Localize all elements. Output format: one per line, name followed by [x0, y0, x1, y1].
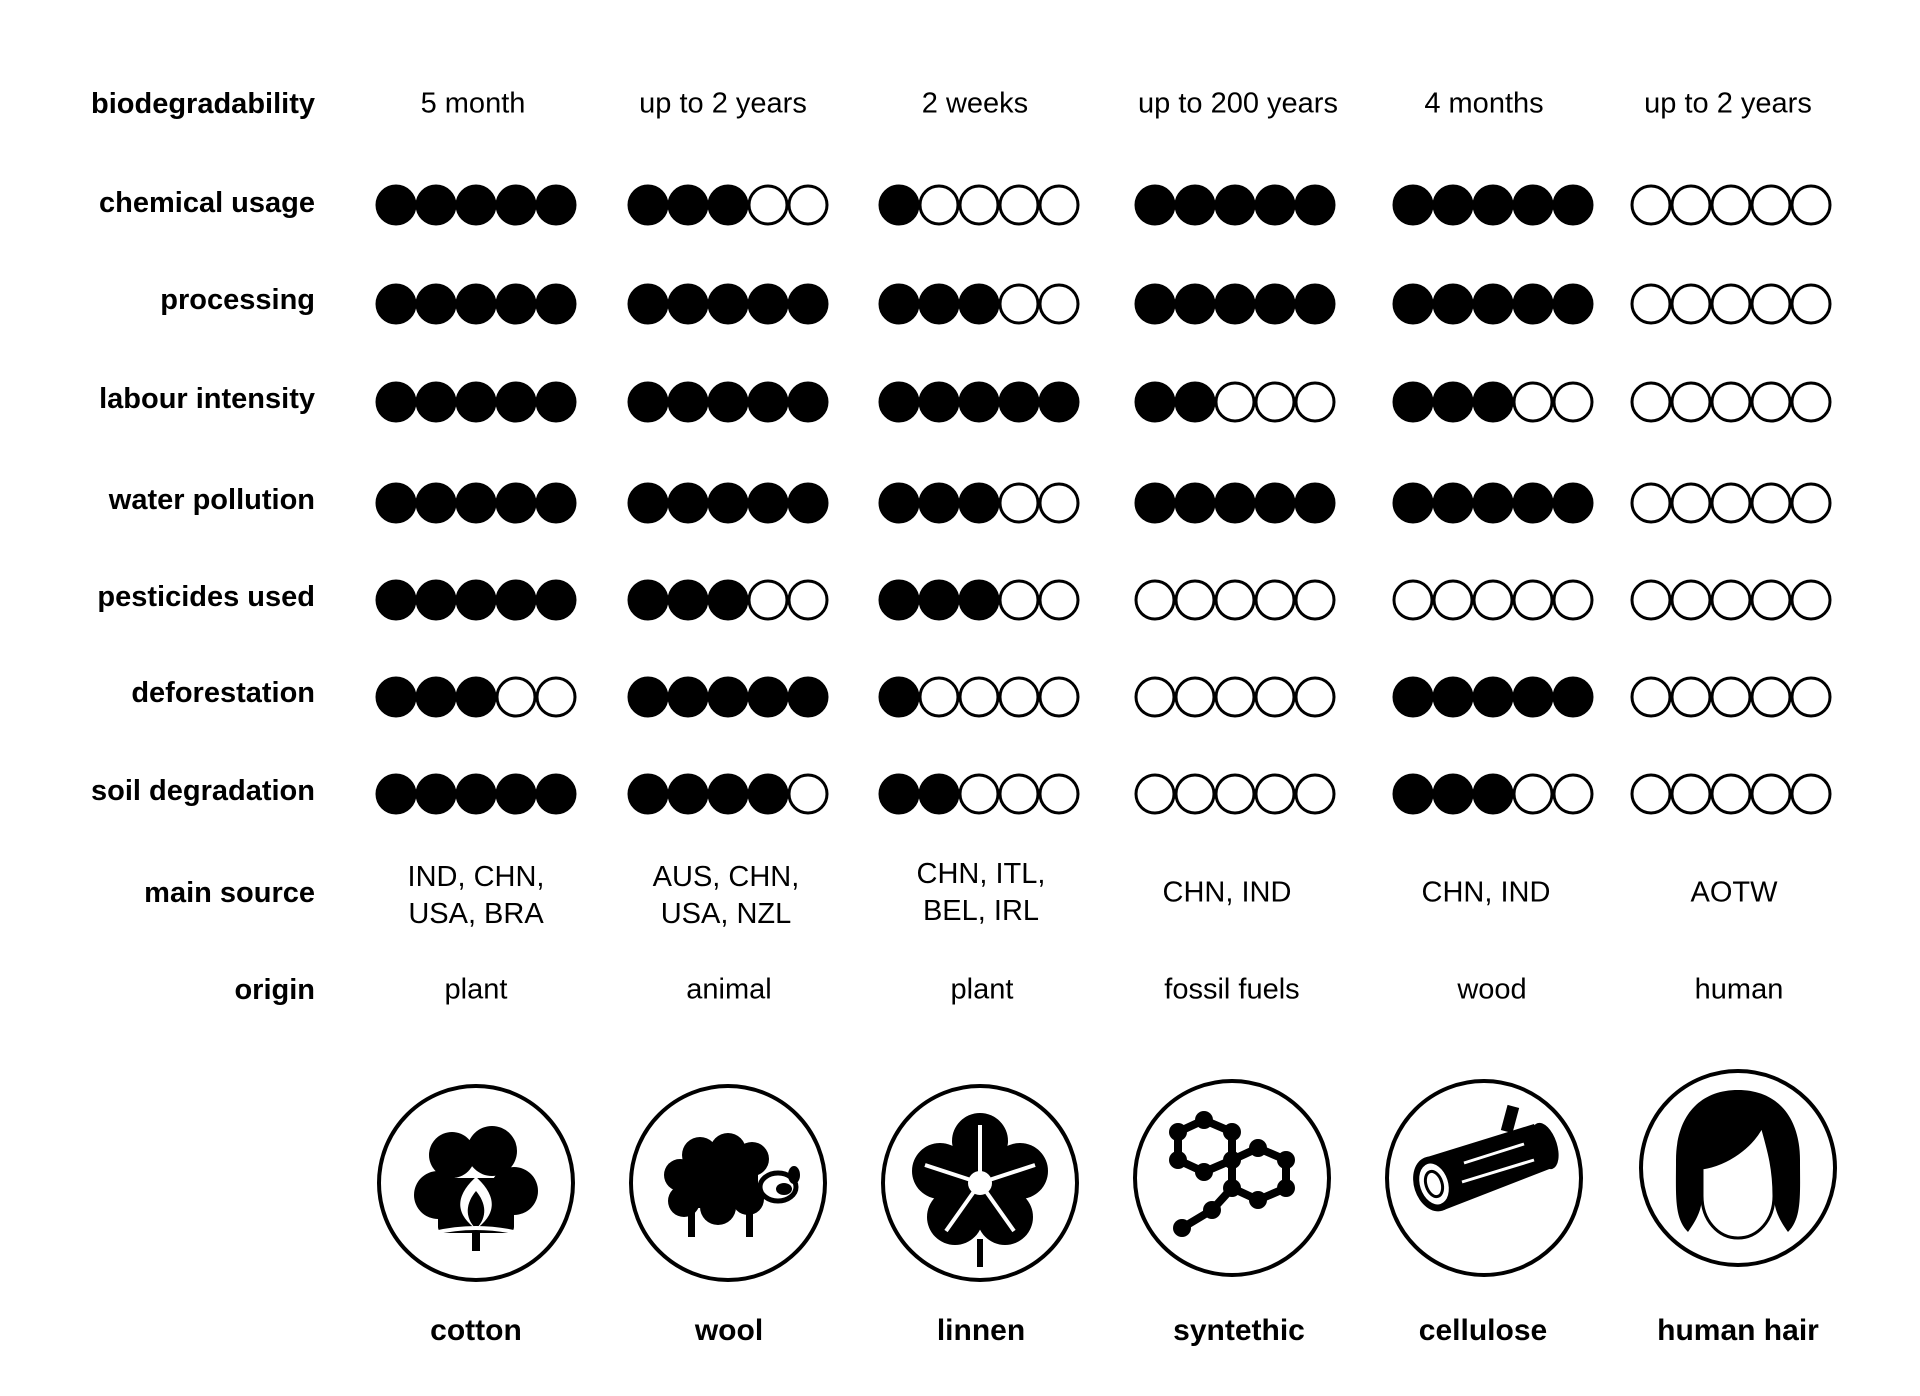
filled-rating-dot: [1394, 186, 1432, 224]
filled-rating-dot: [960, 383, 998, 421]
filled-rating-dot: [1474, 678, 1512, 716]
filled-rating-dot: [1136, 383, 1174, 421]
filled-rating-dot: [1394, 678, 1432, 716]
filled-rating-dot: [1514, 678, 1552, 716]
filled-rating-dot: [629, 186, 667, 224]
empty-rating-dot: [1514, 581, 1552, 619]
empty-rating-dot: [1216, 775, 1254, 813]
empty-rating-dot: [1296, 383, 1334, 421]
empty-rating-dot: [1554, 581, 1592, 619]
origin-value: plant: [950, 973, 1014, 1006]
filled-rating-dot: [1216, 186, 1254, 224]
empty-rating-dot: [1632, 678, 1670, 716]
empty-rating-dot: [1792, 678, 1830, 716]
empty-rating-dot: [1434, 581, 1472, 619]
empty-rating-dot: [1296, 678, 1334, 716]
filled-rating-dot: [629, 484, 667, 522]
biodegradability-value: 2 weeks: [921, 87, 1029, 120]
filled-rating-dot: [749, 484, 787, 522]
empty-rating-dot: [1136, 775, 1174, 813]
filled-rating-dot: [1216, 285, 1254, 323]
material-name-linnen: linnen: [936, 1314, 1026, 1347]
filled-rating-dot: [1514, 285, 1552, 323]
filled-rating-dot: [1554, 484, 1592, 522]
empty-rating-dot: [1256, 383, 1294, 421]
filled-rating-dot: [1136, 285, 1174, 323]
empty-rating-dot: [1176, 678, 1214, 716]
filled-rating-dot: [457, 186, 495, 224]
row-label-pesticides-used: pesticides used: [97, 581, 315, 613]
main-source-value: [606, 859, 846, 933]
empty-rating-dot: [537, 678, 575, 716]
filled-rating-dot: [1256, 285, 1294, 323]
empty-rating-dot: [1792, 484, 1830, 522]
empty-rating-dot: [1394, 581, 1432, 619]
filled-rating-dot: [1256, 484, 1294, 522]
empty-rating-dot: [789, 775, 827, 813]
filled-rating-dot: [880, 484, 918, 522]
filled-rating-dot: [417, 581, 455, 619]
empty-rating-dot: [1672, 186, 1710, 224]
filled-rating-dot: [1394, 383, 1432, 421]
empty-rating-dot: [1712, 186, 1750, 224]
filled-rating-dot: [1136, 484, 1174, 522]
filled-rating-dot: [789, 484, 827, 522]
cotton-icon: [376, 1083, 576, 1283]
filled-rating-dot: [880, 186, 918, 224]
empty-rating-dot: [960, 678, 998, 716]
biodegradability-value: 5 month: [420, 87, 526, 120]
filled-rating-dot: [377, 484, 415, 522]
main-source-value: [861, 856, 1101, 930]
filled-rating-dot: [920, 383, 958, 421]
empty-rating-dot: [1474, 581, 1512, 619]
filled-rating-dot: [537, 383, 575, 421]
filled-rating-dot: [1474, 186, 1512, 224]
filled-rating-dot: [1296, 484, 1334, 522]
filled-rating-dot: [880, 581, 918, 619]
material-name-cotton: cotton: [430, 1314, 522, 1347]
filled-rating-dot: [920, 285, 958, 323]
empty-rating-dot: [1000, 285, 1038, 323]
filled-rating-dot: [749, 383, 787, 421]
filled-rating-dot: [1434, 484, 1472, 522]
filled-rating-dot: [749, 678, 787, 716]
empty-rating-dot: [789, 581, 827, 619]
row-label-biodegradability: biodegradability: [91, 88, 315, 120]
filled-rating-dot: [709, 484, 747, 522]
sheep-icon: [628, 1083, 828, 1283]
filled-rating-dot: [377, 285, 415, 323]
filled-rating-dot: [457, 775, 495, 813]
filled-rating-dot: [920, 581, 958, 619]
filled-rating-dot: [1514, 484, 1552, 522]
empty-rating-dot: [497, 678, 535, 716]
filled-rating-dot: [789, 678, 827, 716]
filled-rating-dot: [1216, 484, 1254, 522]
filled-rating-dot: [1554, 678, 1592, 716]
empty-rating-dot: [1752, 678, 1790, 716]
filled-rating-dot: [669, 581, 707, 619]
filled-rating-dot: [417, 383, 455, 421]
empty-rating-dot: [1176, 775, 1214, 813]
filled-rating-dot: [537, 285, 575, 323]
human-hair-icon: [1638, 1068, 1838, 1268]
biodegradability-value: up to 200 years: [1138, 87, 1338, 120]
main-source-value: [1366, 875, 1606, 912]
log-icon: [1384, 1078, 1584, 1278]
empty-rating-dot: [1632, 186, 1670, 224]
filled-rating-dot: [880, 285, 918, 323]
filled-rating-dot: [709, 383, 747, 421]
row-label-processing: processing: [160, 284, 315, 316]
origin-value: animal: [686, 973, 772, 1006]
filled-rating-dot: [920, 775, 958, 813]
empty-rating-dot: [1256, 678, 1294, 716]
empty-rating-dot: [1000, 775, 1038, 813]
filled-rating-dot: [1176, 484, 1214, 522]
empty-rating-dot: [1792, 186, 1830, 224]
main-source-line: AUS, CHN,: [652, 861, 800, 893]
empty-rating-dot: [1632, 383, 1670, 421]
filled-rating-dot: [497, 285, 535, 323]
empty-rating-dot: [1712, 285, 1750, 323]
empty-rating-dot: [1632, 581, 1670, 619]
empty-rating-dot: [960, 186, 998, 224]
empty-rating-dot: [1514, 775, 1552, 813]
filled-rating-dot: [880, 383, 918, 421]
empty-rating-dot: [789, 186, 827, 224]
empty-rating-dot: [1040, 285, 1078, 323]
filled-rating-dot: [669, 484, 707, 522]
empty-rating-dot: [1712, 678, 1750, 716]
biodegradability-value: 4 months: [1424, 87, 1544, 120]
empty-rating-dot: [1176, 581, 1214, 619]
empty-rating-dot: [1752, 775, 1790, 813]
filled-rating-dot: [1474, 484, 1512, 522]
empty-rating-dot: [1672, 581, 1710, 619]
empty-rating-dot: [1752, 581, 1790, 619]
biodegradability-value: up to 2 years: [639, 87, 807, 120]
empty-rating-dot: [1000, 186, 1038, 224]
empty-rating-dot: [1554, 775, 1592, 813]
filled-rating-dot: [1434, 186, 1472, 224]
empty-rating-dot: [1752, 285, 1790, 323]
empty-rating-dot: [1000, 678, 1038, 716]
filled-rating-dot: [669, 186, 707, 224]
filled-rating-dot: [709, 186, 747, 224]
origin-value: plant: [444, 973, 508, 1006]
empty-rating-dot: [1792, 285, 1830, 323]
filled-rating-dot: [709, 581, 747, 619]
filled-rating-dot: [1176, 186, 1214, 224]
filled-rating-dot: [920, 484, 958, 522]
empty-rating-dot: [1712, 775, 1750, 813]
filled-rating-dot: [417, 285, 455, 323]
filled-rating-dot: [709, 775, 747, 813]
main-source-line: CHN, IND: [1162, 876, 1292, 909]
filled-rating-dot: [377, 186, 415, 224]
filled-rating-dot: [497, 775, 535, 813]
origin-value: wood: [1457, 973, 1527, 1006]
material-name-cellulose: cellulose: [1418, 1314, 1548, 1347]
filled-rating-dot: [1434, 775, 1472, 813]
empty-rating-dot: [1792, 581, 1830, 619]
filled-rating-dot: [1554, 285, 1592, 323]
molecule-icon: [1132, 1078, 1332, 1278]
filled-rating-dot: [1554, 186, 1592, 224]
filled-rating-dot: [629, 581, 667, 619]
filled-rating-dot: [497, 581, 535, 619]
main-source-line: AOTW: [1690, 876, 1778, 909]
filled-rating-dot: [417, 484, 455, 522]
filled-rating-dot: [1176, 285, 1214, 323]
filled-rating-dot: [1176, 383, 1214, 421]
empty-rating-dot: [1672, 775, 1710, 813]
empty-rating-dot: [1256, 581, 1294, 619]
filled-rating-dot: [1256, 186, 1294, 224]
empty-rating-dot: [1000, 484, 1038, 522]
filled-rating-dot: [880, 678, 918, 716]
main-source-line: CHN, IND: [1421, 876, 1551, 909]
filled-rating-dot: [629, 383, 667, 421]
empty-rating-dot: [1672, 484, 1710, 522]
row-label-water-pollution: water pollution: [108, 484, 315, 516]
filled-rating-dot: [417, 678, 455, 716]
material-name-human-hair: human hair: [1657, 1314, 1819, 1347]
empty-rating-dot: [1040, 581, 1078, 619]
empty-rating-dot: [1792, 775, 1830, 813]
filled-rating-dot: [497, 484, 535, 522]
empty-rating-dot: [1136, 581, 1174, 619]
origin-value: fossil fuels: [1164, 973, 1300, 1006]
filled-rating-dot: [1394, 285, 1432, 323]
filled-rating-dot: [537, 775, 575, 813]
empty-rating-dot: [1632, 285, 1670, 323]
filled-rating-dot: [457, 383, 495, 421]
material-name-wool: wool: [694, 1314, 764, 1347]
empty-rating-dot: [1554, 383, 1592, 421]
filled-rating-dot: [1514, 186, 1552, 224]
empty-rating-dot: [1672, 383, 1710, 421]
filled-rating-dot: [537, 484, 575, 522]
empty-rating-dot: [960, 775, 998, 813]
main-source-line: USA, NZL: [660, 898, 792, 930]
filled-rating-dot: [960, 484, 998, 522]
filled-rating-dot: [960, 581, 998, 619]
empty-rating-dot: [1792, 383, 1830, 421]
main-source-line: USA, BRA: [408, 898, 544, 930]
filled-rating-dot: [537, 581, 575, 619]
empty-rating-dot: [1256, 775, 1294, 813]
filled-rating-dot: [417, 186, 455, 224]
filled-rating-dot: [789, 285, 827, 323]
empty-rating-dot: [1672, 678, 1710, 716]
empty-rating-dot: [1514, 383, 1552, 421]
empty-rating-dot: [1136, 678, 1174, 716]
filled-rating-dot: [629, 678, 667, 716]
filled-rating-dot: [1434, 285, 1472, 323]
filled-rating-dot: [709, 678, 747, 716]
empty-rating-dot: [920, 186, 958, 224]
filled-rating-dot: [669, 678, 707, 716]
filled-rating-dot: [749, 775, 787, 813]
filled-rating-dot: [709, 285, 747, 323]
filled-rating-dot: [629, 775, 667, 813]
empty-rating-dot: [1040, 186, 1078, 224]
row-label-soil-degradation: soil degradation: [91, 775, 315, 807]
filled-rating-dot: [1474, 383, 1512, 421]
empty-rating-dot: [1712, 383, 1750, 421]
row-label-labour-intensity: labour intensity: [99, 383, 315, 415]
main-source-value: [356, 859, 596, 933]
material-name-syntethic: syntethic: [1173, 1314, 1305, 1347]
empty-rating-dot: [1000, 581, 1038, 619]
filled-rating-dot: [377, 383, 415, 421]
empty-rating-dot: [1712, 581, 1750, 619]
main-source-line: CHN, ITL,: [916, 858, 1046, 890]
filled-rating-dot: [1434, 678, 1472, 716]
empty-rating-dot: [1632, 484, 1670, 522]
filled-rating-dot: [669, 775, 707, 813]
filled-rating-dot: [457, 285, 495, 323]
empty-rating-dot: [1216, 383, 1254, 421]
filled-rating-dot: [377, 775, 415, 813]
filled-rating-dot: [497, 383, 535, 421]
filled-rating-dot: [1474, 775, 1512, 813]
filled-rating-dot: [1296, 285, 1334, 323]
filled-rating-dot: [629, 285, 667, 323]
filled-rating-dot: [669, 285, 707, 323]
row-label-deforestation: deforestation: [131, 677, 315, 709]
empty-rating-dot: [1296, 775, 1334, 813]
filled-rating-dot: [457, 581, 495, 619]
empty-rating-dot: [1040, 775, 1078, 813]
filled-rating-dot: [789, 383, 827, 421]
filled-rating-dot: [497, 186, 535, 224]
filled-rating-dot: [457, 484, 495, 522]
empty-rating-dot: [1632, 775, 1670, 813]
main-source-line: IND, CHN,: [407, 861, 545, 893]
filled-rating-dot: [1394, 484, 1432, 522]
empty-rating-dot: [920, 678, 958, 716]
main-source-line: BEL, IRL: [922, 895, 1040, 927]
filled-rating-dot: [669, 383, 707, 421]
filled-rating-dot: [377, 581, 415, 619]
empty-rating-dot: [1752, 383, 1790, 421]
origin-value: human: [1694, 973, 1784, 1006]
filled-rating-dot: [1434, 383, 1472, 421]
main-source-value: [1614, 875, 1854, 912]
filled-rating-dot: [880, 775, 918, 813]
main-source-value: [1107, 875, 1347, 912]
filled-rating-dot: [1136, 186, 1174, 224]
filled-rating-dot: [960, 285, 998, 323]
filled-rating-dot: [377, 678, 415, 716]
empty-rating-dot: [749, 581, 787, 619]
empty-rating-dot: [1216, 581, 1254, 619]
empty-rating-dot: [1712, 484, 1750, 522]
empty-rating-dot: [1296, 581, 1334, 619]
filled-rating-dot: [537, 186, 575, 224]
filled-rating-dot: [1474, 285, 1512, 323]
filled-rating-dot: [457, 678, 495, 716]
filled-rating-dot: [749, 285, 787, 323]
empty-rating-dot: [1216, 678, 1254, 716]
biodegradability-value: up to 2 years: [1644, 87, 1812, 120]
filled-rating-dot: [1394, 775, 1432, 813]
filled-rating-dot: [1000, 383, 1038, 421]
filled-rating-dot: [417, 775, 455, 813]
filled-rating-dot: [1040, 383, 1078, 421]
flower-icon: [880, 1083, 1080, 1283]
row-label-main-source: main source: [144, 877, 315, 909]
empty-rating-dot: [1752, 186, 1790, 224]
empty-rating-dot: [1040, 484, 1078, 522]
empty-rating-dot: [1672, 285, 1710, 323]
row-label-origin: origin: [234, 974, 315, 1006]
empty-rating-dot: [1040, 678, 1078, 716]
row-label-chemical-usage: chemical usage: [99, 187, 315, 219]
empty-rating-dot: [749, 186, 787, 224]
empty-rating-dot: [1752, 484, 1790, 522]
filled-rating-dot: [1296, 186, 1334, 224]
